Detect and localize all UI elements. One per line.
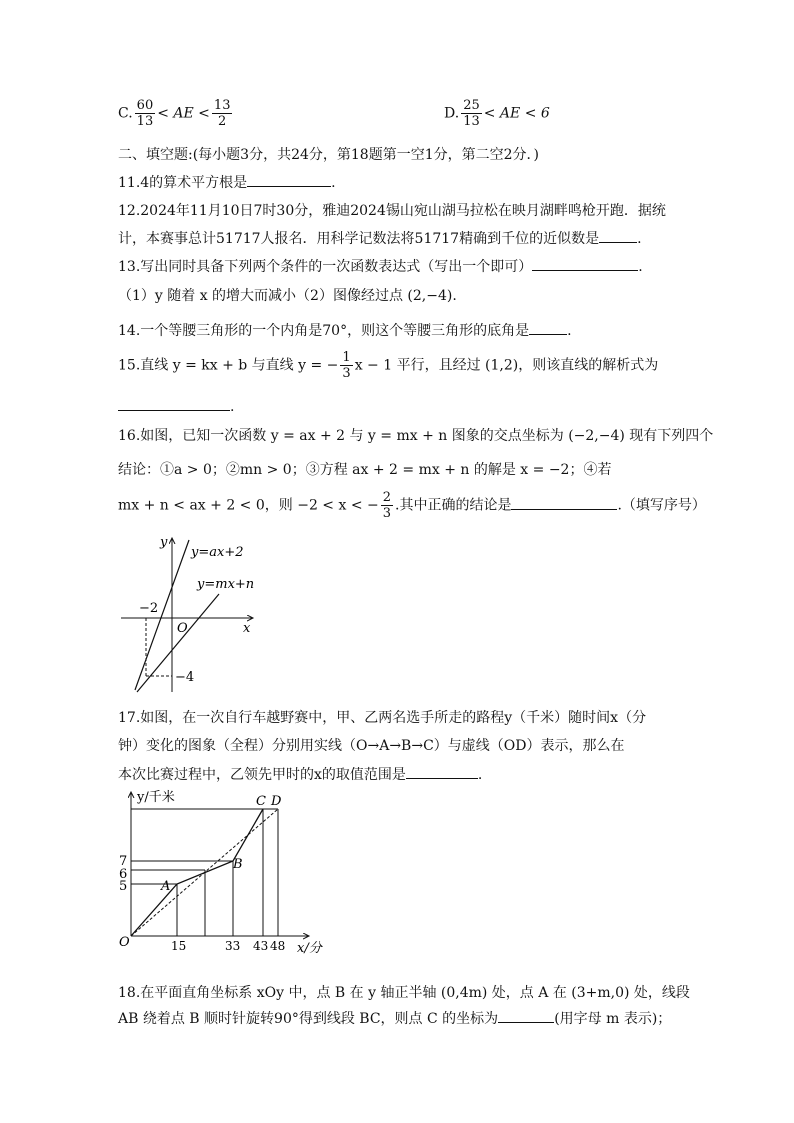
- tick-y-label: −4: [175, 670, 195, 685]
- x-axis-label: x: [243, 621, 251, 636]
- answer-blank[interactable]: [529, 320, 567, 335]
- question-17-line1: 17.如图，在一次自行车越野赛中，甲、乙两名选手所走的路程y（千米）随时间x（分: [118, 710, 647, 726]
- question-17-line2: 钟）变化的图象（全程）分别用实线（O→A→B→C）与虚线（OD）表示，那么在: [118, 738, 625, 754]
- answer-blank[interactable]: [599, 228, 637, 243]
- choice-c: [118, 98, 234, 129]
- answer-blank[interactable]: [118, 396, 230, 411]
- question-18-line2: [118, 1008, 678, 1028]
- answer-blank[interactable]: [406, 764, 478, 779]
- period: .: [230, 399, 235, 415]
- question-text: AB 绕着点 B 顺时针旋转90°得到线段 BC，则点 C 的坐标为: [118, 1011, 499, 1027]
- x-tick-15: 15: [171, 939, 187, 953]
- point-D-label: D: [271, 794, 282, 809]
- question-13-line2: （1）y 随着 x 的增大而减小（2）图像经过点 (2,−4).: [118, 288, 457, 304]
- inequality: < AE <: [157, 105, 210, 122]
- q17-graph: [113, 788, 323, 958]
- question-text: x − 1 平行，且经过 (1,2)，则该直线的解析式为: [354, 357, 659, 374]
- question-text: 11.4的算术平方根是: [118, 175, 248, 191]
- question-text: .其中正确的结论是: [395, 497, 512, 514]
- point-A-label: A: [161, 879, 171, 894]
- question-text: mx + n < ax + 2 < 0，则 −2 < x < −: [118, 497, 379, 514]
- inequality: < AE < 6: [483, 105, 550, 122]
- question-18-line1: 18.在平面直角坐标系 xOy 中，点 B 在 y 轴正半轴 (0,4m) 处，点 A 在 (3+m,0) 处，线段: [118, 985, 690, 1001]
- question-text: 计，本赛事总计51717人报名．用科学记数法将51717精确到千位的近似数是: [118, 231, 600, 247]
- period: .: [567, 323, 572, 339]
- q16-graph: [115, 532, 265, 694]
- y-tick-7: 7: [119, 854, 128, 869]
- numerator: 1: [342, 350, 351, 365]
- question-12-line2: [118, 228, 678, 248]
- period: .: [638, 259, 643, 275]
- question-text: 15.直线 y = kx + b 与直线 y = −: [118, 357, 339, 374]
- solid-path-OABC: [131, 809, 263, 936]
- choice-d-label: D.: [444, 105, 460, 122]
- answer-blank[interactable]: [498, 1008, 554, 1023]
- fraction: [461, 98, 482, 129]
- denominator: 2: [218, 114, 227, 129]
- question-14: [118, 320, 678, 340]
- denominator: 3: [382, 506, 392, 521]
- y-axis-label: y/千米: [137, 790, 175, 805]
- numerator: 2: [382, 490, 392, 505]
- answer-blank[interactable]: [247, 172, 331, 187]
- period: .: [331, 175, 336, 191]
- denominator: 13: [463, 114, 480, 129]
- origin-label: O: [119, 935, 130, 950]
- question-16-line3: [118, 490, 706, 521]
- question-11: [118, 172, 678, 192]
- question-text: (用字母 m 表示)；: [554, 1011, 672, 1027]
- tick-x-label: −2: [139, 601, 159, 616]
- question-text: 14.一个等腰三角形的一个内角是70°，则这个等腰三角形的底角是: [118, 323, 530, 339]
- question-16-line2: 结论：①a > 0；②mn > 0；③方程 ax + 2 = mx + n 的解是 x = −2；④若: [118, 462, 612, 478]
- y-tick-5: 5: [119, 879, 128, 894]
- choice-d: [444, 98, 550, 129]
- period: .: [637, 231, 642, 247]
- question-16-line1: 16.如图，已知一次函数 y = ax + 2 与 y = mx + n 图象的交点坐标为 (−2,−4) 现有下列四个: [118, 428, 714, 444]
- answer-blank[interactable]: [532, 256, 638, 271]
- answer-blank[interactable]: [511, 495, 617, 510]
- line-mx-label: y=mx+n: [197, 577, 255, 592]
- fraction: [340, 350, 352, 381]
- point-C-label: C: [256, 794, 266, 809]
- y-tick-6: 6: [119, 867, 128, 882]
- fraction: [135, 98, 156, 129]
- denominator: 3: [342, 366, 351, 381]
- question-text: 本次比赛过程中，乙领先甲时的x的取值范围是: [118, 767, 406, 783]
- numerator: 13: [213, 98, 231, 113]
- period: .: [477, 767, 483, 783]
- x-tick-33: 33: [225, 939, 241, 953]
- y-axis-label: y: [160, 535, 168, 550]
- fraction: [381, 490, 393, 521]
- choice-c-label: C.: [118, 105, 133, 122]
- question-15-line1: [118, 350, 678, 381]
- question-15-line2: [118, 396, 678, 416]
- question-13-line1: [118, 256, 678, 276]
- question-12-line1: 12.2024年11月10日7时30分，雅迪2024锡山宛山湖马拉松在映月湖畔鸣枪开跑．据统: [118, 203, 666, 219]
- x-axis-label: x/分: [297, 941, 322, 956]
- numerator: 25: [463, 98, 480, 113]
- x-tick-43: 43: [253, 939, 269, 953]
- question-text: 13.写出同时具备下列两个条件的一次函数表达式（写出一个即可）: [118, 259, 533, 275]
- origin-label: O: [177, 621, 188, 636]
- section-heading: 二、填空题:(每小题3分，共24分，第18题第一空1分，第二空2分．): [118, 147, 539, 163]
- question-text: .（填写序号）: [617, 497, 706, 514]
- question-17-line3: [118, 764, 678, 784]
- line-ax-label: y=ax+2: [191, 545, 244, 560]
- denominator: 13: [136, 114, 154, 129]
- fraction: [212, 98, 233, 129]
- point-B-label: B: [233, 857, 243, 872]
- x-tick-48: 48: [270, 939, 286, 953]
- numerator: 60: [136, 98, 154, 113]
